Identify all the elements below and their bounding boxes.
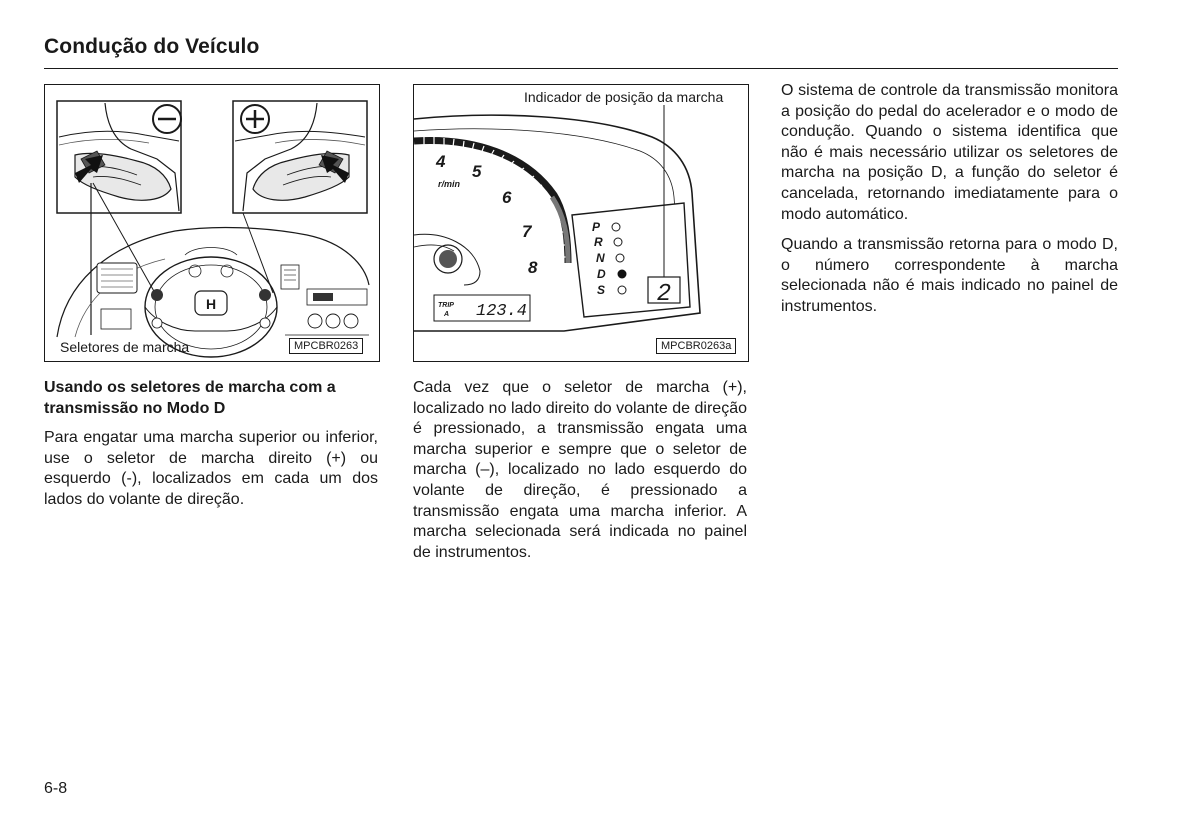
gear-indicator-illustration bbox=[414, 85, 748, 361]
page-number: 6-8 bbox=[44, 780, 68, 797]
trip-value: 123.4 bbox=[476, 302, 528, 321]
paragraph-col3-second: Quando a transmissão retorna para o modo D, o número correspondente à marcha selecionada não é mais indicado no painel de instrumentos. bbox=[781, 236, 1118, 315]
header-divider bbox=[44, 68, 1118, 69]
paragraph-col2: Cada vez que o seletor de marcha (+), localizado no lado direito do volante de direção é pressionado, a transmissão engata uma marcha superior e sempre que o seletor de marcha (–), localizado no lado esquerdo do volante de direção, é pressionado a transmissão engata uma marcha inferior. A marcha selecionada será indicada no painel de instrumentos. bbox=[413, 379, 747, 561]
gear-letter-s: S bbox=[597, 283, 606, 297]
figure-gear-selectors bbox=[44, 84, 380, 362]
paragraph-col3-first: O sistema de controle da transmissão monitora a posição do pedal do acelerador e o modo de condução. Quando o sistema identifica que não é mais necessário utilizar os seletores de marcha na posição D, a função do seletor é cancelada, retornando imediatamente para o modo automático. bbox=[781, 82, 1118, 223]
pointer-line-right-paddle bbox=[243, 213, 273, 293]
tach-unit-label: r/min bbox=[438, 179, 461, 189]
trip-label: TRIP bbox=[438, 302, 454, 309]
gear-letter-n: N bbox=[596, 251, 605, 265]
right-inset-plus-paddle bbox=[233, 101, 367, 213]
figure-caption: Seletores de marcha bbox=[60, 339, 190, 355]
trip-sub-label: A bbox=[444, 311, 450, 318]
section-heading: Usando os seletores de marcha com a transmissão no Modo D bbox=[44, 379, 336, 417]
svg-text:H: H bbox=[205, 296, 217, 312]
gear-letter-d: D bbox=[597, 267, 606, 281]
gear-selectors-illustration bbox=[45, 85, 379, 361]
left-inset-minus-paddle bbox=[57, 101, 181, 213]
figure-code: MPCBR0263 bbox=[289, 338, 363, 354]
tach-number: 6 bbox=[502, 188, 512, 207]
gear-number: 2 bbox=[656, 281, 672, 308]
paragraph-col1: Para engatar uma marcha superior ou inferior, use o seletor de marcha direito (+) ou esquerdo (-), localizados em cada um dos lados do volante de direção. bbox=[44, 429, 378, 508]
tach-number: 5 bbox=[472, 162, 482, 181]
figure-code: MPCBR0263a bbox=[656, 338, 736, 354]
tach-number: 8 bbox=[528, 258, 538, 277]
figure-caption: Indicador de posição da marcha bbox=[524, 89, 724, 105]
tach-number: 4 bbox=[436, 152, 446, 171]
figure-gear-indicator bbox=[413, 84, 749, 362]
tach-number: 7 bbox=[522, 222, 532, 241]
page-title: Condução do Veículo bbox=[44, 35, 260, 58]
gear-letter-r: R bbox=[594, 235, 603, 249]
gear-letter-p: P bbox=[592, 220, 601, 234]
active-gear-lamp bbox=[618, 270, 627, 279]
